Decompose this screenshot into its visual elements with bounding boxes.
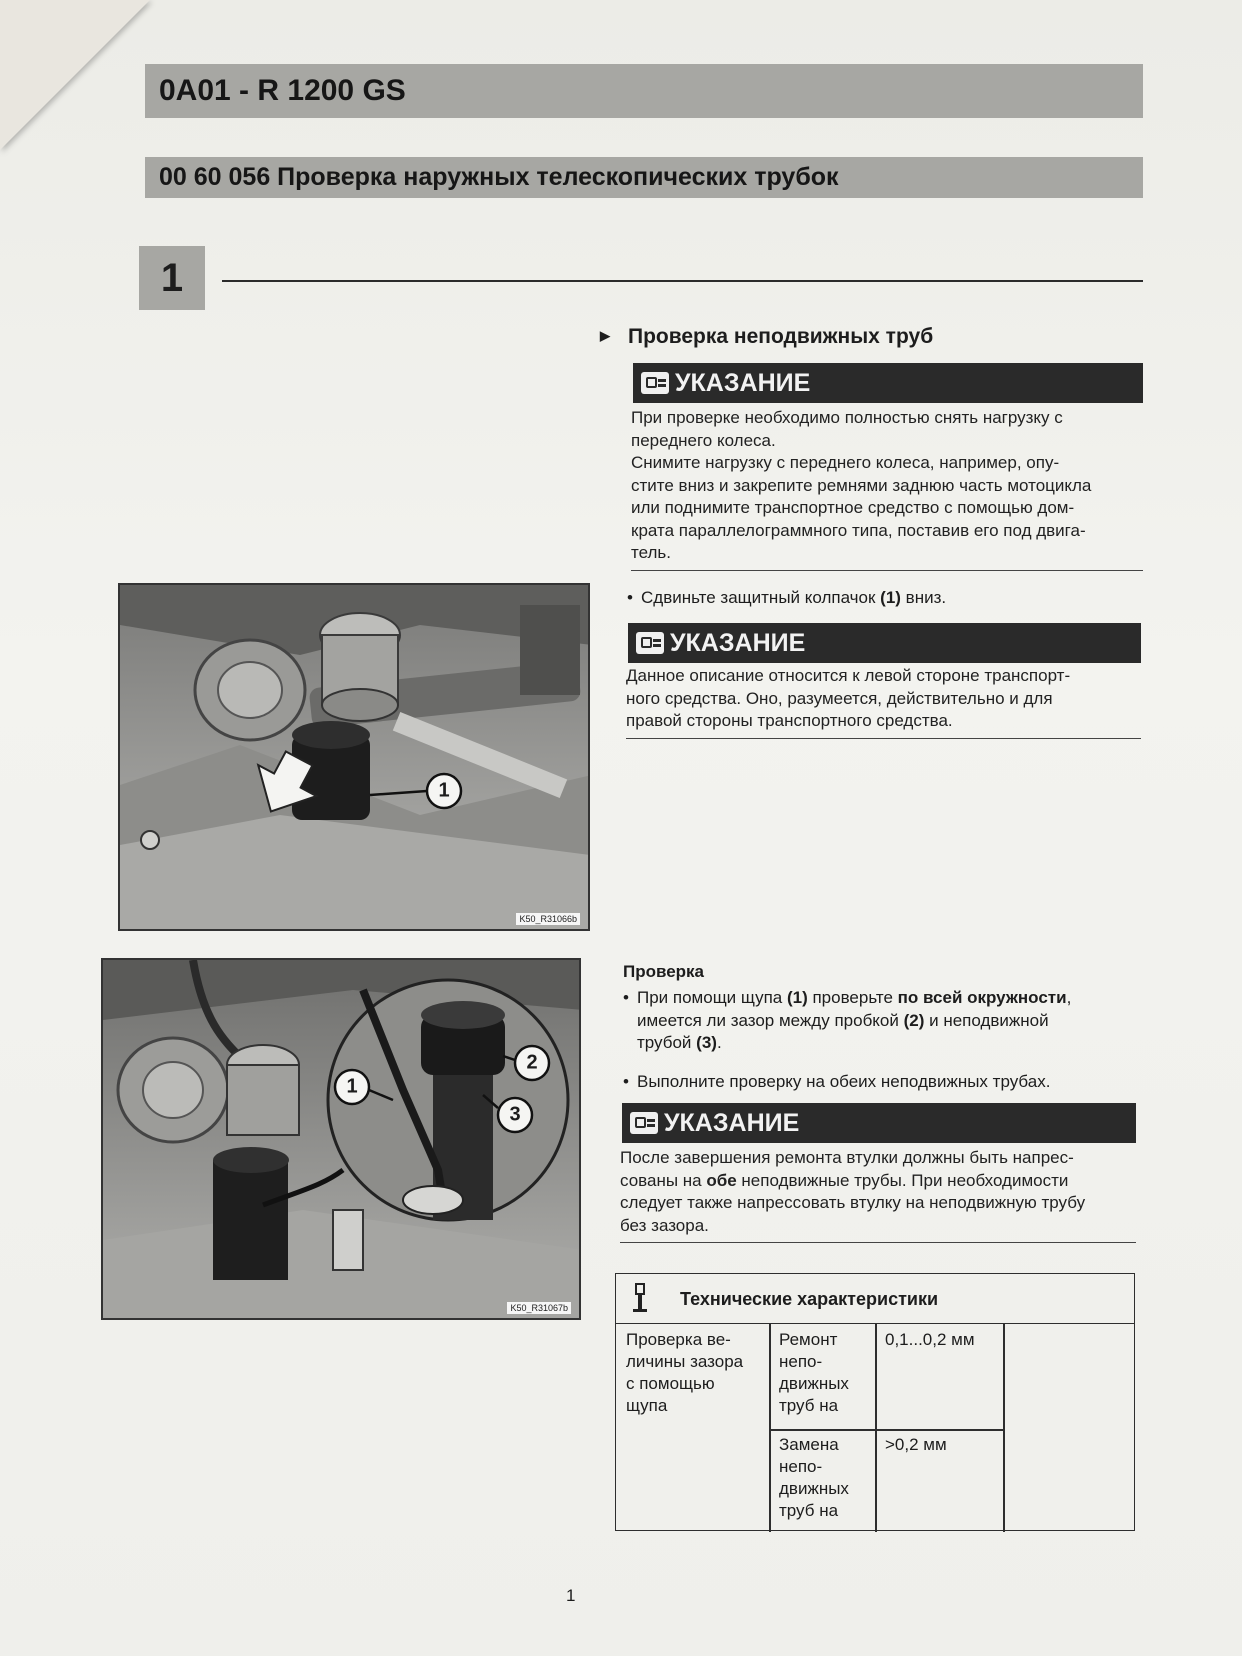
figure-1-photo	[118, 583, 590, 931]
note-bar-3	[622, 1103, 1136, 1143]
callout-2: 2	[526, 1051, 538, 1074]
callout-1: 1	[438, 779, 450, 802]
note-body-2	[626, 665, 1141, 739]
spec-case-replace: Замена непо- движных труб на	[779, 1435, 849, 1520]
section-heading-text: Проверка неподвижных труб	[628, 325, 934, 348]
note-hand-icon	[641, 372, 669, 394]
check-bullet-1: • При помощи щупа (1) проверьте по всей окружности, имеется ли зазор между пробкой (2) и неподвижной трубой (3).	[623, 988, 1072, 1052]
note2-line: правой стороны транспортного средства.	[626, 711, 953, 730]
col-divider	[875, 1324, 877, 1532]
note1-line: стите вниз и закрепите ремнями заднюю часть мотоцикла	[631, 475, 1092, 495]
note-bar-1	[633, 363, 1143, 403]
triangle-bullet-icon: ▶	[600, 328, 610, 343]
note-label-1: УКАЗАНИЕ	[675, 369, 811, 397]
col-divider	[1003, 1324, 1005, 1532]
note2-line: Данное описание относится к левой стороне транспорт-	[626, 666, 1071, 685]
figure-2-photo	[101, 958, 581, 1320]
specs-title: Технические характеристики	[680, 1289, 939, 1309]
specs-table	[615, 1273, 1135, 1531]
note-label-2: УКАЗАНИЕ	[670, 629, 806, 657]
note-body-1	[631, 407, 1143, 571]
figure-1-illustration	[120, 585, 590, 931]
folded-corner	[0, 0, 150, 150]
spec-parameter: Проверка ве- личины зазора с помощью щупа	[626, 1330, 744, 1415]
page-number: 1	[566, 1586, 576, 1605]
note1-line: При проверке необходимо полностью снять нагрузку с	[631, 408, 1063, 427]
spec-value-repair: 0,1...0,2 мм	[885, 1330, 975, 1349]
spec-case-repair: Ремонт непо- движных труб на	[779, 1330, 849, 1415]
check-bullet-2: • Выполните проверку на обеих неподвижных трубах.	[623, 1072, 1051, 1091]
model-header: 0A01 - R 1200 GS	[145, 64, 1143, 118]
section-heading	[600, 325, 933, 349]
note1-line: тель.	[631, 543, 671, 562]
callout-3: 3	[509, 1103, 521, 1126]
note-hand-icon	[630, 1112, 658, 1134]
step-divider	[222, 280, 1143, 282]
check-title: Проверка	[623, 962, 705, 981]
figure-2-code: K50_R31067b	[507, 1302, 571, 1314]
specs-header	[616, 1274, 1134, 1324]
spec-value-replace: >0,2 мм	[885, 1435, 947, 1454]
note-body-3: После завершения ремонта втулки должны быть напрес- сованы на обе неподвижные трубы. При необходимости следует также напрессовать втулку на неподвижную трубу без зазора.	[620, 1147, 1136, 1243]
figure-2-illustration	[103, 960, 581, 1320]
note1-line: Снимите нагрузку с переднего колеса, например, опу-	[631, 453, 1060, 472]
step-number: 1	[139, 246, 205, 310]
note2-line: ного средства. Оно, разумеется, действительно и для	[626, 688, 1053, 708]
callout-1: 1	[346, 1075, 358, 1098]
note1-line: или поднимите транспортное средство с помощью дом-	[631, 498, 1075, 517]
tool-spec-icon	[630, 1283, 650, 1313]
procedure-title: 00 60 056 Проверка наружных телескопических трубок	[145, 157, 1143, 198]
bullet-slide-cap: • Сдвиньте защитный колпачок (1) вниз.	[627, 588, 947, 607]
note1-line: крата параллелограммного типа, поставив его под двига-	[631, 520, 1086, 540]
note-bar-2	[628, 623, 1141, 663]
figure-1-code: K50_R31066b	[516, 913, 580, 925]
note1-line: переднего колеса.	[631, 430, 776, 450]
note-label-3: УКАЗАНИЕ	[664, 1109, 800, 1137]
note-hand-icon	[636, 632, 664, 654]
